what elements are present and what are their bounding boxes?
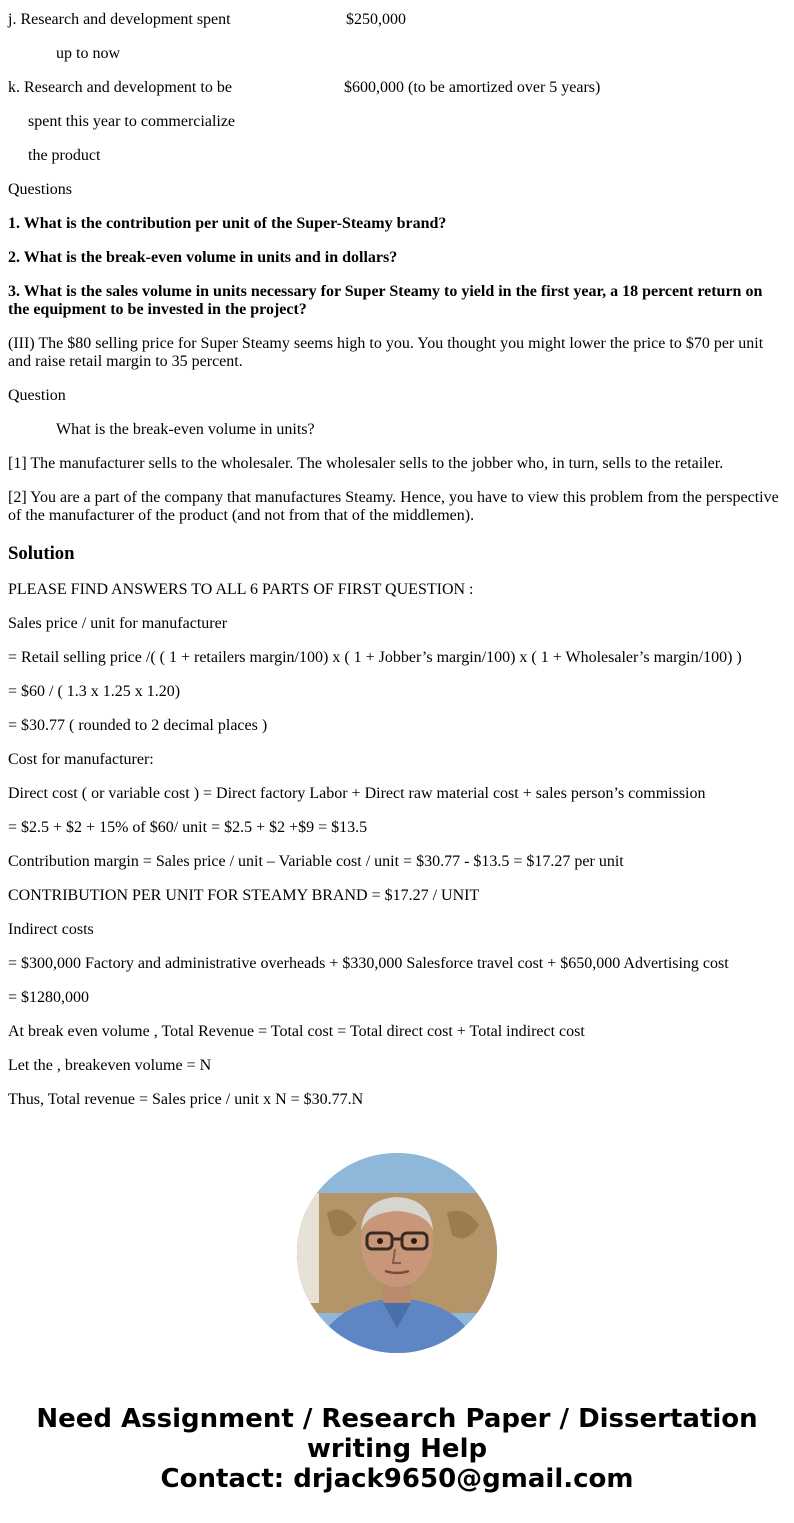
question-2: 2. What is the break-even volume in units and in dollars?	[8, 249, 398, 266]
solution-line: = $1280,000	[8, 989, 90, 1006]
document-body	[8, 0, 786, 1109]
solution-line: = $300,000 Factory and administrative overheads + $330,000 Salesforce travel cost + $650,000 Advertising cost	[8, 955, 729, 972]
solution-line: Let the , breakeven volume = N	[8, 1057, 212, 1074]
item-j-continuation: up to now	[56, 45, 120, 62]
item-j-label: j. Research and development spent	[8, 11, 231, 28]
solution-line: = $30.77 ( rounded to 2 decimal places )	[8, 717, 268, 734]
solution-line: Contribution margin = Sales price / unit – Variable cost / unit = $30.77 - $13.5 = $17.27 per unit	[8, 853, 624, 870]
promo-line-1: Need Assignment / Research Paper / Dissertation	[36, 1404, 758, 1434]
item-k-continuation-2: the product	[28, 147, 101, 164]
item-j-value: $250,000	[346, 11, 406, 28]
solution-line: = $60 / ( 1.3 x 1.25 x 1.20)	[8, 683, 181, 700]
solution-line: = $2.5 + $2 + 15% of $60/ unit = $2.5 + $2 +$9 = $13.5	[8, 819, 368, 836]
footnote-1: [1] The manufacturer sells to the wholesaler. The wholesaler sells to the jobber who, in turn, sells to the retailer.	[8, 455, 724, 472]
solution-line: Indirect costs	[8, 921, 94, 938]
solution-line: Sales price / unit for manufacturer	[8, 615, 228, 632]
solution-line: Cost for manufacturer:	[8, 751, 154, 768]
solution-line: At break even volume , Total Revenue = Total cost = Total direct cost + Total indirect cost	[8, 1023, 585, 1040]
solution-line: Thus, Total revenue = Sales price / unit x N = $30.77.N	[8, 1091, 364, 1108]
question-label: Question	[8, 387, 66, 404]
solution-heading: Solution	[8, 543, 75, 564]
part-three-text: (III) The $80 selling price for Super Steamy seems high to you. You thought you might lower the price to $70 per unit and raise retail margin to 35 percent.	[8, 335, 764, 370]
solution-line: CONTRIBUTION PER UNIT FOR STEAMY BRAND = $17.27 / UNIT	[8, 887, 480, 904]
promo-line-2: writing Help	[306, 1434, 488, 1464]
footnote-2: [2] You are a part of the company that manufactures Steamy. Hence, you have to view this problem from the perspective of the manufacturer of the product (and not from that of the middlemen).	[8, 489, 779, 524]
question-1: 1. What is the contribution per unit of the Super-Steamy brand?	[8, 215, 447, 232]
promo-contact: Contact: drjack9650@gmail.com	[160, 1464, 634, 1494]
solution-line: PLEASE FIND ANSWERS TO ALL 6 PARTS OF FIRST QUESTION :	[8, 581, 474, 598]
author-portrait	[297, 1153, 497, 1353]
item-k-label: k. Research and development to be	[8, 79, 232, 96]
questions-heading: Questions	[8, 181, 72, 198]
item-k-value: $600,000 (to be amortized over 5 years)	[344, 79, 601, 96]
item-k-continuation-1: spent this year to commercialize	[28, 113, 236, 130]
question-3: 3. What is the sales volume in units necessary for Super Steamy to yield in the first year, a 18 percent return on the equipment to be invested in the project?	[8, 283, 763, 318]
solution-line: Direct cost ( or variable cost ) = Direct factory Labor + Direct raw material cost + sales person’s commission	[8, 785, 706, 802]
author-avatar	[297, 1153, 497, 1353]
promo-banner	[0, 1404, 794, 1494]
question-text: What is the break-even volume in units?	[56, 421, 315, 438]
solution-line: = Retail selling price /( ( 1 + retailers margin/100) x ( 1 + Jobber’s margin/100) x ( 1 + Wholesaler’s margin/100) )	[8, 649, 742, 666]
item-k-row	[8, 79, 786, 97]
item-j-row	[8, 11, 786, 29]
